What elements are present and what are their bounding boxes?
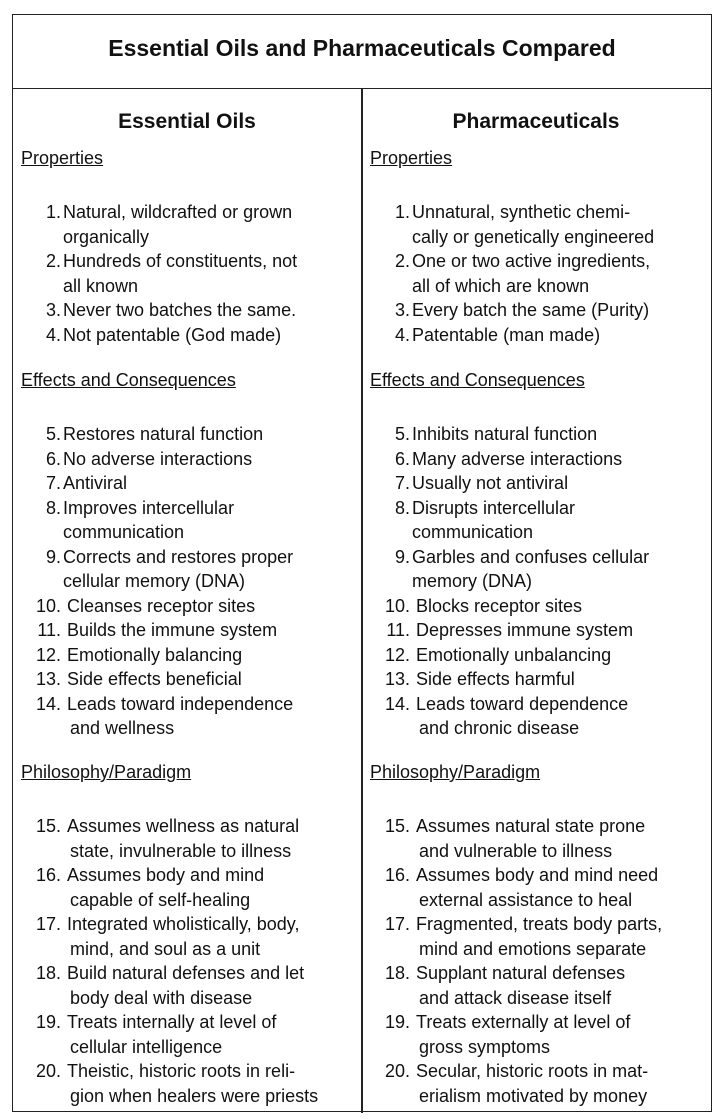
list-item — [362, 1010, 710, 1059]
list-item — [13, 1059, 361, 1108]
list-item — [13, 496, 361, 545]
list-item — [13, 814, 361, 863]
item-number: 14. — [384, 693, 410, 714]
item-number: 12. — [384, 644, 410, 665]
item-number: 9. — [45, 546, 61, 567]
item-number: 15. — [35, 816, 61, 836]
item-number: 20. — [384, 1061, 410, 1081]
item-text-line: memory (DNA) — [412, 571, 532, 591]
item-text-line: all of which are known — [412, 275, 590, 296]
list-item — [362, 863, 710, 912]
list-item — [13, 249, 361, 298]
item-number: 15. — [384, 816, 410, 836]
item-number: 1. — [394, 202, 410, 222]
item-number: 12. — [35, 644, 61, 665]
item-text-line: Corrects and restores proper — [63, 546, 294, 567]
item-text-line: Side effects beneficial — [67, 669, 242, 689]
list-item — [13, 200, 361, 249]
list-item — [13, 618, 361, 643]
item-text-line: Natural, wildcrafted or grown — [63, 202, 293, 222]
item-text-line: Improves intercellular — [63, 497, 235, 518]
item-number: 14. — [35, 693, 61, 714]
item-number: 13. — [35, 669, 61, 689]
item-text-line: Many adverse interactions — [412, 448, 623, 469]
item-text-line: Every batch the same (Purity) — [412, 300, 650, 320]
list-item — [13, 594, 361, 619]
item-text-line: and attack disease itself — [419, 987, 612, 1008]
item-text-line: Builds the immune system — [67, 620, 278, 640]
item-text-line: Side effects harmful — [416, 669, 575, 689]
column-pharmaceuticals — [362, 88, 710, 1113]
list-item — [13, 447, 361, 472]
section-label: Philosophy/Paradigm — [370, 762, 541, 782]
item-text-line: Inhibits natural function — [412, 424, 598, 444]
item-text-line: gross symptoms — [419, 1036, 551, 1057]
item-text-line: communication — [63, 522, 185, 542]
list-item — [362, 298, 710, 323]
item-text-line: mind, and soul as a unit — [70, 938, 261, 959]
item-number: 1. — [45, 202, 61, 222]
list-item — [362, 249, 710, 298]
item-text-line: organically — [63, 226, 150, 247]
item-text-line: Cleanses receptor sites — [67, 595, 256, 616]
list-item — [362, 422, 710, 447]
list-item — [13, 471, 361, 496]
list-item — [362, 545, 710, 594]
item-text-line: and vulnerable to illness — [419, 840, 613, 861]
item-text-line: Integrated wholistically, body, — [67, 914, 300, 934]
item-text-line: Not patentable (God made) — [63, 324, 282, 345]
list-item — [13, 961, 361, 1010]
list-item — [13, 667, 361, 692]
item-number: 2. — [394, 251, 410, 271]
title-row — [13, 15, 711, 89]
item-text-line: Secular, historic roots in mat- — [416, 1061, 649, 1081]
list-item — [13, 298, 361, 323]
list-item — [362, 618, 710, 643]
item-text-line: Assumes wellness as natural — [67, 816, 300, 836]
list-item — [13, 422, 361, 447]
item-number: 8. — [45, 497, 61, 518]
item-text-line: Usually not antiviral — [412, 473, 569, 493]
comparison-table — [12, 14, 712, 1112]
item-number: 18. — [35, 963, 61, 983]
list-item — [362, 814, 710, 863]
list-item — [362, 323, 710, 348]
item-text-line: Antiviral — [63, 473, 128, 493]
item-text-line: body deal with disease — [70, 987, 253, 1008]
item-text-line: gion when healers were priests — [70, 1085, 319, 1106]
item-text-line: mind and emotions separate — [419, 938, 647, 959]
item-number: 5. — [45, 424, 61, 444]
item-text-line: Fragmented, treats body parts, — [416, 914, 663, 934]
item-number: 9. — [394, 546, 410, 567]
item-number: 5. — [394, 424, 410, 444]
item-number: 6. — [45, 448, 61, 469]
item-text-line: state, invulnerable to illness — [70, 840, 292, 861]
item-text-line: communication — [412, 522, 534, 542]
item-number: 2. — [45, 251, 61, 271]
list-item — [362, 594, 710, 619]
item-number: 19. — [35, 1012, 61, 1032]
list-item — [362, 912, 710, 961]
item-text-line: Build natural defenses and let — [67, 963, 305, 983]
item-text-line: Depresses immune system — [416, 620, 634, 640]
column-essential-oils — [13, 88, 361, 1113]
item-number: 4. — [45, 324, 61, 345]
list-item — [362, 496, 710, 545]
item-text-line: One or two active ingredients, — [412, 251, 651, 271]
list-item — [13, 863, 361, 912]
list-item — [13, 692, 361, 741]
item-number: 18. — [384, 963, 410, 983]
list-item — [362, 1059, 710, 1108]
item-text-line: and chronic disease — [419, 718, 580, 738]
section-label: Effects and Consequences — [21, 370, 236, 390]
item-text-line: Emotionally unbalancing — [416, 644, 612, 665]
item-number: 16. — [384, 865, 410, 885]
item-number: 7. — [45, 473, 61, 493]
item-text-line: Unnatural, synthetic chemi- — [412, 202, 631, 222]
item-number: 11. — [37, 620, 61, 640]
item-text-line: external assistance to heal — [419, 889, 633, 910]
item-text-line: Assumes body and mind — [67, 865, 265, 885]
list-item — [13, 643, 361, 668]
item-number: 13. — [384, 669, 410, 689]
list-item — [362, 692, 710, 741]
section-label: Properties — [370, 148, 453, 168]
list-item — [362, 961, 710, 1010]
item-number: 3. — [45, 300, 61, 320]
list-item — [13, 323, 361, 348]
item-text-line: Hundreds of constituents, not — [63, 251, 298, 271]
item-text-line: capable of self-healing — [70, 889, 251, 910]
item-number: 17. — [35, 914, 61, 934]
item-text-line: Assumes natural state prone — [416, 816, 646, 836]
item-number: 4. — [394, 324, 410, 345]
item-number: 19. — [384, 1012, 410, 1032]
item-text-line: Treats externally at level of — [416, 1012, 631, 1032]
list-item — [13, 545, 361, 594]
column-heading: Pharmaceuticals — [452, 110, 620, 133]
list-item — [362, 643, 710, 668]
item-text-line: and wellness — [70, 718, 175, 738]
item-text-line: all known — [63, 275, 139, 296]
item-number: 16. — [35, 865, 61, 885]
item-text-line: Disrupts intercellular — [412, 497, 576, 518]
item-text-line: Theistic, historic roots in reli- — [67, 1061, 296, 1081]
item-text-line: Treats internally at level of — [67, 1012, 277, 1032]
item-number: 6. — [394, 448, 410, 469]
list-item — [362, 471, 710, 496]
item-text-line: Patentable (man made) — [412, 324, 601, 345]
item-text-line: Assumes body and mind need — [416, 865, 659, 885]
section-label: Effects and Consequences — [370, 370, 585, 390]
list-item — [362, 447, 710, 472]
section-label: Properties — [21, 148, 104, 168]
item-number: 10. — [35, 595, 61, 616]
list-item — [13, 912, 361, 961]
list-item — [362, 667, 710, 692]
list-item — [13, 1010, 361, 1059]
item-text-line: cellular intelligence — [70, 1036, 223, 1057]
item-text-line: Leads toward independence — [67, 693, 294, 714]
section-label: Philosophy/Paradigm — [21, 762, 192, 782]
column-heading: Essential Oils — [118, 110, 256, 133]
item-number: 17. — [384, 914, 410, 934]
item-text-line: Garbles and confuses cellular — [412, 546, 650, 567]
item-text-line: Restores natural function — [63, 424, 264, 444]
item-text-line: cellular memory (DNA) — [63, 571, 246, 591]
item-number: 7. — [394, 473, 410, 493]
item-number: 8. — [394, 497, 410, 518]
item-text-line: Blocks receptor sites — [416, 595, 583, 616]
item-text-line: Supplant natural defenses — [416, 963, 626, 983]
item-text-line: cally or genetically engineered — [412, 226, 655, 247]
item-text-line: Emotionally balancing — [67, 644, 243, 665]
item-number: 20. — [35, 1061, 61, 1081]
item-text-line: No adverse interactions — [63, 448, 253, 469]
item-number: 11. — [386, 620, 410, 640]
item-text-line: erialism motivated by money — [419, 1085, 648, 1106]
item-text-line: Never two batches the same. — [63, 300, 297, 320]
page-title: Essential Oils and Pharmaceuticals Compared — [108, 35, 616, 61]
item-number: 3. — [394, 300, 410, 320]
item-number: 10. — [384, 595, 410, 616]
item-text-line: Leads toward dependence — [416, 693, 629, 714]
list-item — [362, 200, 710, 249]
